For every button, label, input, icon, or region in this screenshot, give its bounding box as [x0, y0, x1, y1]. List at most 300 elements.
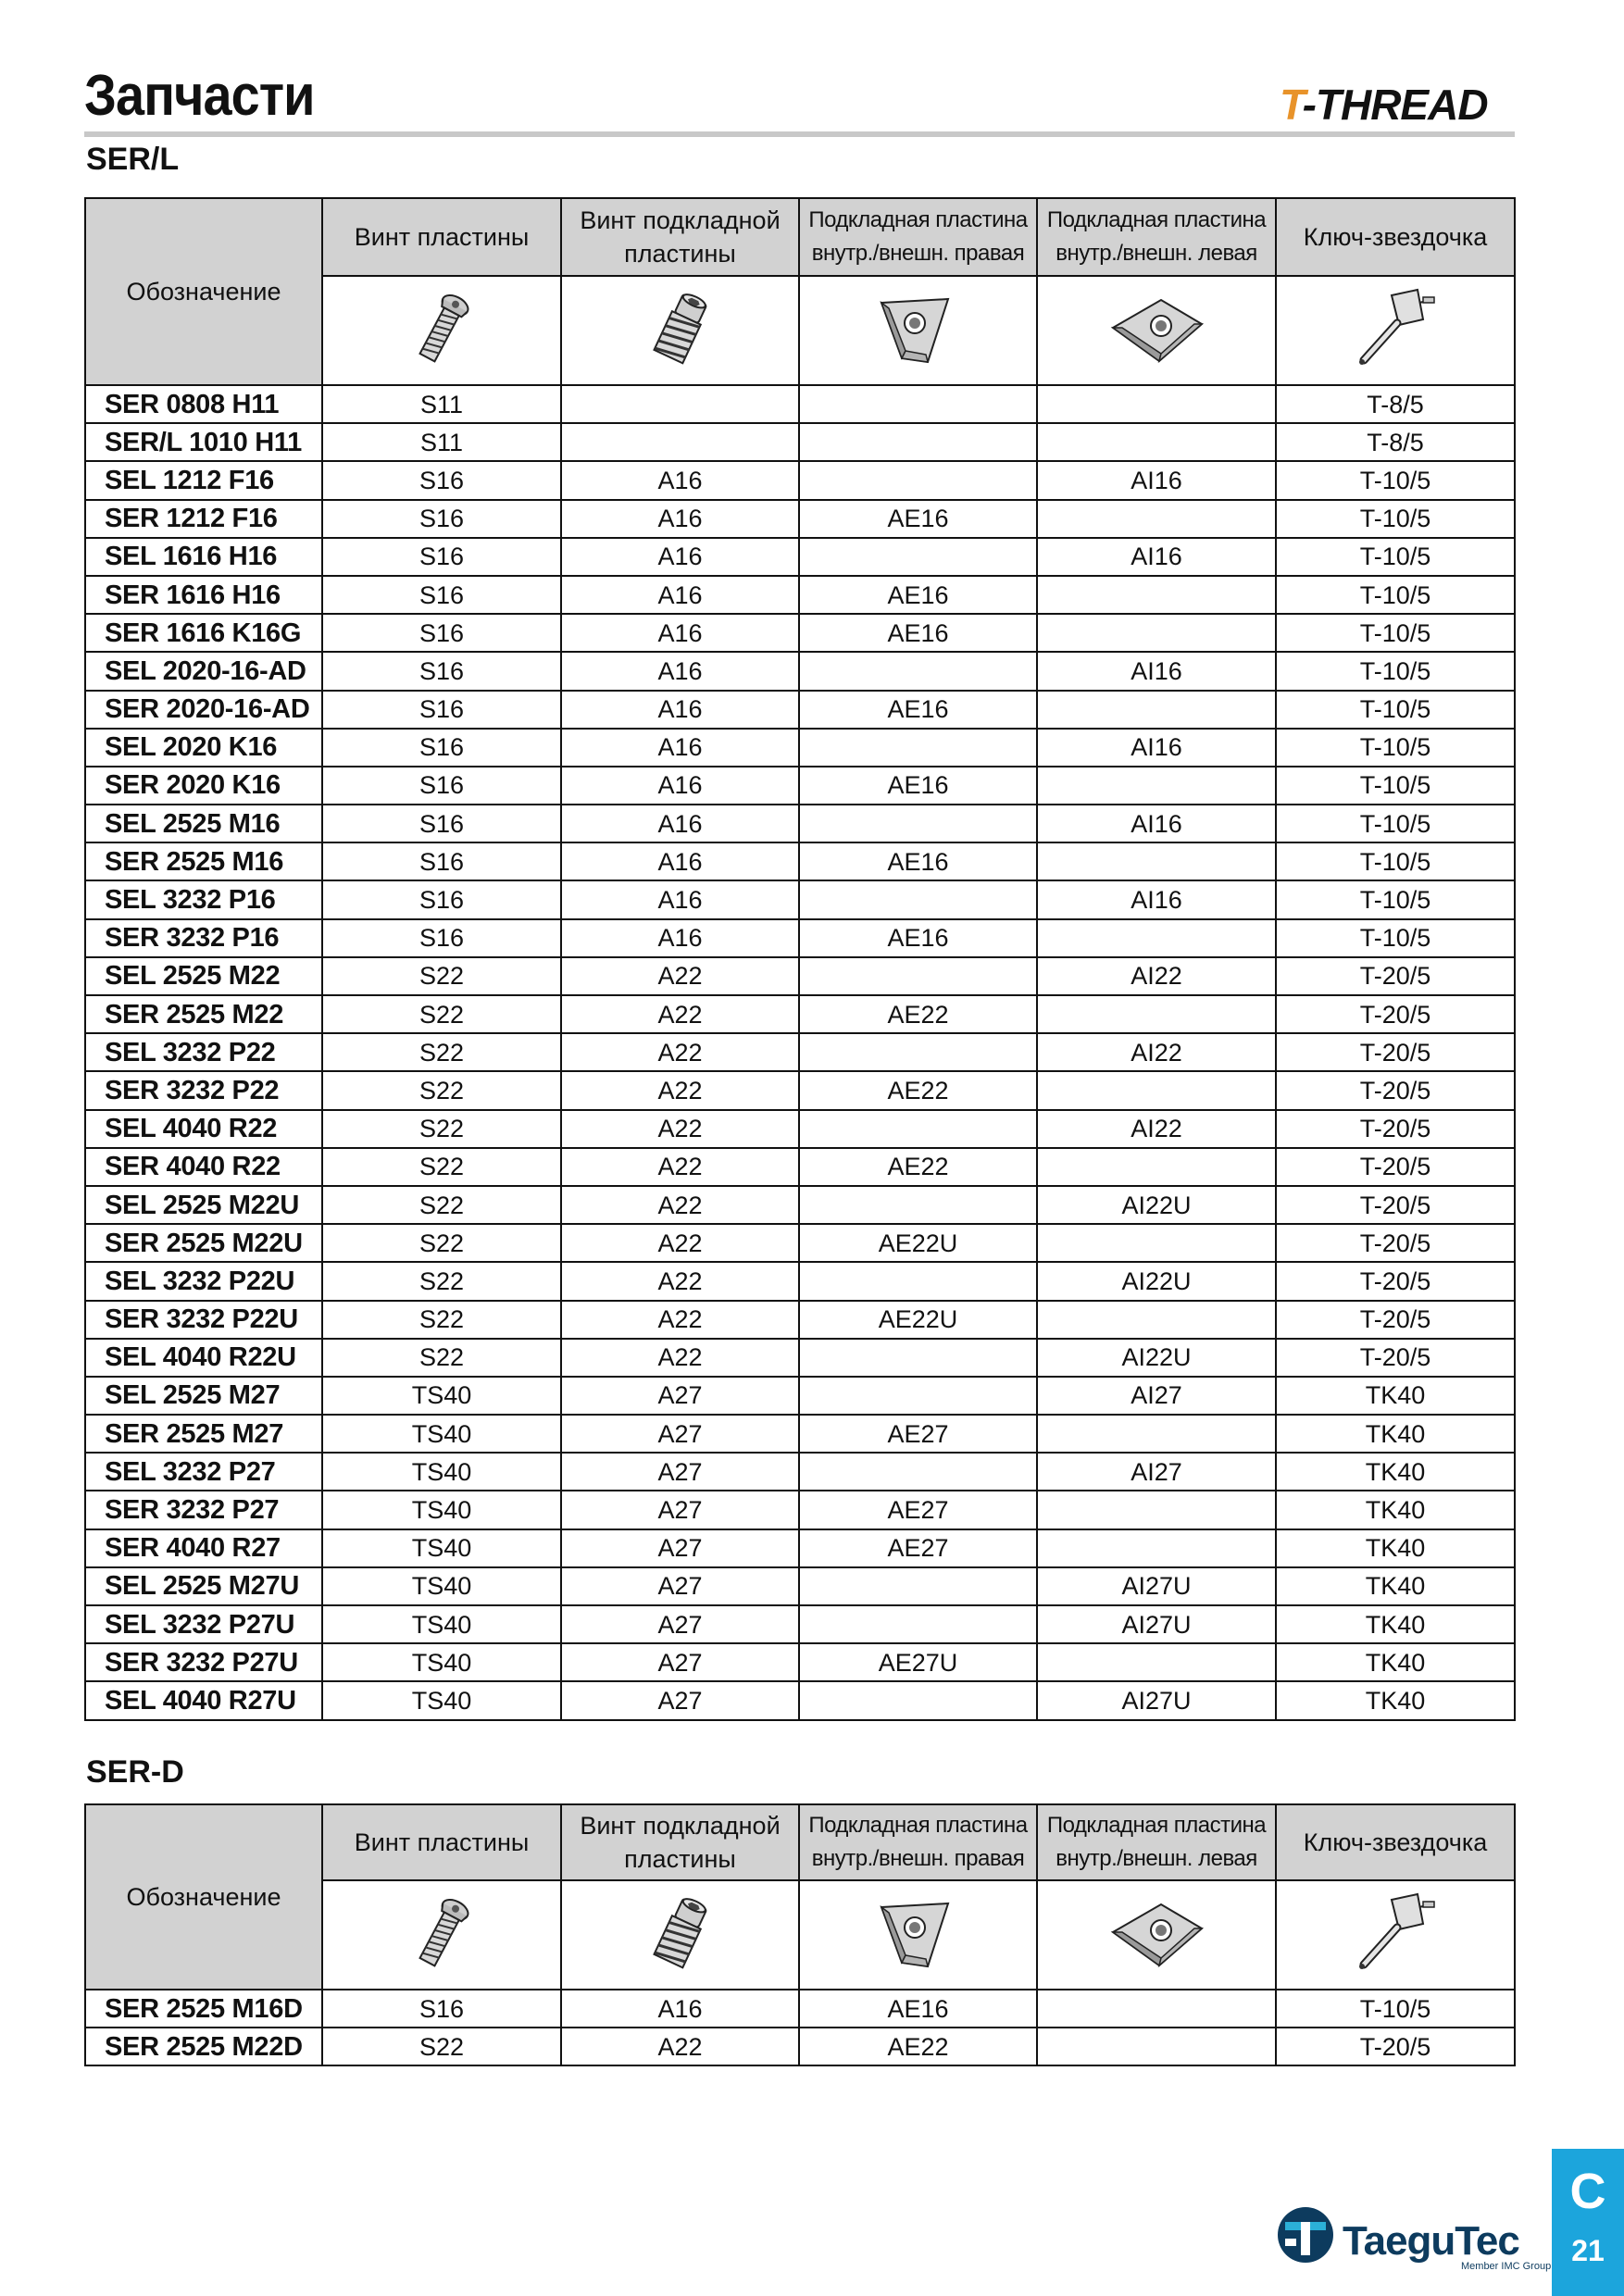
designation-cell: SEL 2020-16-AD [85, 652, 322, 690]
part-cell: AI22 [1037, 1110, 1276, 1148]
part-cell: AE22 [799, 995, 1037, 1033]
screw-icon [323, 1895, 560, 1975]
col-header-shim-right: Подкладная пластина внутр./внешн. правая [799, 198, 1037, 276]
designation-cell: SEL 2525 M22 [85, 957, 322, 995]
torx-key-icon [1277, 1890, 1514, 1979]
parts-table-body-serd [85, 1990, 1515, 2065]
designation-cell: SER 2525 M27 [85, 1415, 322, 1453]
part-cell: A22 [561, 1301, 799, 1339]
table-row [85, 1643, 1515, 1681]
designation-cell: SER 1616 H16 [85, 576, 322, 614]
part-cell: TK40 [1276, 1529, 1515, 1567]
part-cell: S22 [322, 995, 561, 1033]
parts-table-serl [84, 197, 1516, 1721]
part-cell: A16 [561, 805, 799, 842]
part-cell: TS40 [322, 1567, 561, 1605]
designation-cell: SER 3232 P16 [85, 919, 322, 957]
brand-logo [1280, 80, 1488, 130]
part-cell: AE27 [799, 1491, 1037, 1529]
part-cell: S16 [322, 919, 561, 957]
col-header-designation: Обозначение [85, 1804, 322, 1990]
part-cell: AE22 [799, 1148, 1037, 1186]
part-cell [1037, 919, 1276, 957]
part-cell [1037, 842, 1276, 880]
table-row [85, 880, 1515, 918]
part-cell [799, 423, 1037, 461]
part-cell [799, 729, 1037, 767]
part-cell: A22 [561, 1339, 799, 1377]
part-cell: AE16 [799, 576, 1037, 614]
part-cell: TK40 [1276, 1567, 1515, 1605]
table-row [85, 1990, 1515, 2028]
part-cell: TS40 [322, 1377, 561, 1415]
table-row [85, 1529, 1515, 1567]
part-cell: AE22 [799, 1071, 1037, 1109]
part-cell: AI27U [1037, 1681, 1276, 1719]
part-cell: AI16 [1037, 805, 1276, 842]
footer-member: Member IMC Group [1461, 2261, 1552, 2272]
part-cell: AI27 [1037, 1453, 1276, 1491]
part-cell: T-10/5 [1276, 538, 1515, 576]
parts-table-body-serl [85, 385, 1515, 1720]
part-cell: S16 [322, 842, 561, 880]
designation-cell: SEL 3232 P22U [85, 1262, 322, 1300]
part-cell: A16 [561, 1990, 799, 2028]
part-cell: S16 [322, 652, 561, 690]
part-cell: A22 [561, 995, 799, 1033]
part-cell: AE16 [799, 500, 1037, 538]
page-number: 21 [1571, 2234, 1605, 2267]
table-row [85, 1110, 1515, 1148]
designation-cell: SEL 3232 P27U [85, 1605, 322, 1643]
table-row [85, 1262, 1515, 1300]
table-row [85, 1301, 1515, 1339]
col-header-shim-left: Подкладная пластина внутр./внешн. левая [1037, 198, 1276, 276]
part-cell [799, 1186, 1037, 1224]
part-cell: S16 [322, 461, 561, 499]
screw-cell [322, 276, 561, 385]
table-row [85, 1186, 1515, 1224]
designation-cell: SEL 2525 M27 [85, 1377, 322, 1415]
part-cell [1037, 1224, 1276, 1262]
table-row [85, 652, 1515, 690]
table-row [85, 729, 1515, 767]
part-cell [799, 957, 1037, 995]
part-cell: A22 [561, 1224, 799, 1262]
part-cell: A16 [561, 842, 799, 880]
shim-right-icon [800, 1898, 1036, 1972]
shim-screw-cell [561, 1880, 799, 1990]
part-cell: TK40 [1276, 1453, 1515, 1491]
part-cell: S22 [322, 1148, 561, 1186]
table-row [85, 1681, 1515, 1719]
designation-cell: SER 3232 P22U [85, 1301, 322, 1339]
part-cell: AE16 [799, 919, 1037, 957]
page-title: Запчасти [84, 64, 315, 128]
shim-screw-cell [561, 276, 799, 385]
part-cell: S16 [322, 729, 561, 767]
part-cell [561, 385, 799, 423]
part-cell: T-20/5 [1276, 2028, 1515, 2065]
part-cell: AI16 [1037, 729, 1276, 767]
part-cell: AE16 [799, 614, 1037, 652]
part-cell: S16 [322, 538, 561, 576]
part-cell: T-10/5 [1276, 729, 1515, 767]
part-cell [1037, 500, 1276, 538]
taegutec-logo-icon [1276, 2205, 1335, 2265]
part-cell [1037, 614, 1276, 652]
part-cell: A16 [561, 652, 799, 690]
designation-cell: SEL 4040 R27U [85, 1681, 322, 1719]
table-row [85, 1605, 1515, 1643]
part-cell: T-20/5 [1276, 1148, 1515, 1186]
part-cell [1037, 1071, 1276, 1109]
part-cell [1037, 767, 1276, 805]
table-row [85, 1224, 1515, 1262]
part-cell: A27 [561, 1529, 799, 1567]
screw-icon [323, 291, 560, 370]
table-row [85, 767, 1515, 805]
part-cell: S22 [322, 1033, 561, 1071]
part-cell [799, 1262, 1037, 1300]
screw-cell [322, 1880, 561, 1990]
part-cell [799, 1033, 1037, 1071]
part-cell: TS40 [322, 1681, 561, 1719]
shim-right-cell [799, 1880, 1037, 1990]
designation-cell: SER 1616 K16G [85, 614, 322, 652]
part-cell: TK40 [1276, 1491, 1515, 1529]
designation-cell: SER 4040 R27 [85, 1529, 322, 1567]
part-cell: A22 [561, 1262, 799, 1300]
part-cell: AI27 [1037, 1377, 1276, 1415]
col-header-designation: Обозначение [85, 198, 322, 385]
part-cell: T-10/5 [1276, 576, 1515, 614]
part-cell: TS40 [322, 1529, 561, 1567]
col-header-torx-key: Ключ-звездочка [1276, 1804, 1515, 1880]
part-cell: T-10/5 [1276, 767, 1515, 805]
part-cell: TS40 [322, 1491, 561, 1529]
part-cell: T-10/5 [1276, 652, 1515, 690]
part-cell [799, 1681, 1037, 1719]
designation-cell: SER 2525 M22 [85, 995, 322, 1033]
part-cell: T-10/5 [1276, 500, 1515, 538]
part-cell: T-10/5 [1276, 880, 1515, 918]
parts-table-serd [84, 1803, 1516, 2066]
section-tab [1552, 2149, 1624, 2296]
table-row [85, 995, 1515, 1033]
part-cell [799, 805, 1037, 842]
part-cell: A27 [561, 1377, 799, 1415]
col-header-shim-screw: Винт подкладной пластины [561, 198, 799, 276]
col-header-torx-key: Ключ-звездочка [1276, 198, 1515, 276]
brand-logo-prefix: T [1280, 81, 1303, 129]
part-cell: T-10/5 [1276, 461, 1515, 499]
part-cell [1037, 1529, 1276, 1567]
part-cell: AE16 [799, 767, 1037, 805]
part-cell: A16 [561, 538, 799, 576]
part-cell [1037, 576, 1276, 614]
part-cell [1037, 691, 1276, 729]
part-cell: T-20/5 [1276, 995, 1515, 1033]
col-header-insert-screw: Винт пластины [322, 198, 561, 276]
part-cell [799, 1605, 1037, 1643]
part-cell: TK40 [1276, 1681, 1515, 1719]
part-cell: S22 [322, 1339, 561, 1377]
table-row [85, 957, 1515, 995]
part-cell: AI22U [1037, 1186, 1276, 1224]
shim-left-cell [1037, 1880, 1276, 1990]
table-row [85, 423, 1515, 461]
designation-cell: SER 0808 H11 [85, 385, 322, 423]
part-cell: AI22 [1037, 1033, 1276, 1071]
part-cell: A27 [561, 1491, 799, 1529]
part-cell: A27 [561, 1643, 799, 1681]
table-row [85, 691, 1515, 729]
part-cell: T-20/5 [1276, 957, 1515, 995]
part-cell [799, 652, 1037, 690]
part-cell: A16 [561, 691, 799, 729]
part-cell [1037, 1990, 1276, 2028]
shim-left-icon [1038, 1901, 1275, 1969]
part-cell: S16 [322, 805, 561, 842]
part-cell: AE22U [799, 1301, 1037, 1339]
part-cell: A16 [561, 729, 799, 767]
part-cell: T-20/5 [1276, 1071, 1515, 1109]
part-cell: T-10/5 [1276, 919, 1515, 957]
designation-cell: SER 3232 P27U [85, 1643, 322, 1681]
part-cell [1037, 2028, 1276, 2065]
part-cell: S16 [322, 1990, 561, 2028]
part-cell: A22 [561, 1110, 799, 1148]
part-cell: S22 [322, 1186, 561, 1224]
section-title-serl: SER/L [86, 142, 180, 177]
table-row [85, 805, 1515, 842]
part-cell: TK40 [1276, 1643, 1515, 1681]
table-row [85, 1339, 1515, 1377]
table-row [85, 614, 1515, 652]
part-cell: AE27 [799, 1529, 1037, 1567]
part-cell: S16 [322, 691, 561, 729]
part-cell: S22 [322, 1262, 561, 1300]
torx-key-cell [1276, 1880, 1515, 1990]
part-cell: A16 [561, 461, 799, 499]
part-cell [1037, 1148, 1276, 1186]
part-cell: T-10/5 [1276, 805, 1515, 842]
part-cell: AI22U [1037, 1262, 1276, 1300]
part-cell: AI22U [1037, 1339, 1276, 1377]
part-cell: A16 [561, 880, 799, 918]
part-cell [1037, 1643, 1276, 1681]
part-cell [1037, 423, 1276, 461]
designation-cell: SER 2525 M22D [85, 2028, 322, 2065]
table-row [85, 919, 1515, 957]
designation-cell: SER 2525 M16D [85, 1990, 322, 2028]
part-cell [1037, 385, 1276, 423]
part-cell [799, 1567, 1037, 1605]
part-cell: TS40 [322, 1643, 561, 1681]
part-cell: TS40 [322, 1453, 561, 1491]
part-cell: A27 [561, 1415, 799, 1453]
part-cell: TS40 [322, 1605, 561, 1643]
part-cell: TK40 [1276, 1605, 1515, 1643]
part-cell [799, 461, 1037, 499]
part-cell: T-10/5 [1276, 1990, 1515, 2028]
part-cell: T-20/5 [1276, 1262, 1515, 1300]
table-row [85, 461, 1515, 499]
shim-screw-icon [562, 291, 798, 370]
part-cell: A16 [561, 919, 799, 957]
part-cell: S22 [322, 1224, 561, 1262]
part-cell: S16 [322, 576, 561, 614]
part-cell: AI16 [1037, 652, 1276, 690]
part-cell: S22 [322, 1071, 561, 1109]
part-cell: A16 [561, 614, 799, 652]
part-cell [799, 880, 1037, 918]
part-cell: A27 [561, 1453, 799, 1491]
part-cell: A27 [561, 1567, 799, 1605]
torx-key-cell [1276, 276, 1515, 385]
shim-right-cell [799, 276, 1037, 385]
part-cell: A27 [561, 1681, 799, 1719]
part-cell: AE22 [799, 2028, 1037, 2065]
part-cell [799, 1453, 1037, 1491]
part-cell: T-20/5 [1276, 1224, 1515, 1262]
designation-cell: SEL 4040 R22U [85, 1339, 322, 1377]
col-header-shim-left: Подкладная пластина внутр./внешн. левая [1037, 1804, 1276, 1880]
shim-screw-icon [562, 1895, 798, 1975]
part-cell: A22 [561, 1186, 799, 1224]
designation-cell: SER 4040 R22 [85, 1148, 322, 1186]
designation-cell: SER 2020-16-AD [85, 691, 322, 729]
part-cell [799, 1377, 1037, 1415]
part-cell [799, 1339, 1037, 1377]
part-cell: AE16 [799, 691, 1037, 729]
section-title-serd: SER-D [86, 1754, 184, 1790]
part-cell: T-20/5 [1276, 1110, 1515, 1148]
designation-cell: SEL 3232 P27 [85, 1453, 322, 1491]
part-cell: T-8/5 [1276, 423, 1515, 461]
table-row [85, 1033, 1515, 1071]
shim-right-icon [800, 293, 1036, 368]
table-row [85, 1377, 1515, 1415]
part-cell: AE16 [799, 1990, 1037, 2028]
part-cell: S22 [322, 1301, 561, 1339]
shim-left-cell [1037, 276, 1276, 385]
designation-cell: SEL 2525 M16 [85, 805, 322, 842]
part-cell: A22 [561, 1071, 799, 1109]
part-cell: S22 [322, 2028, 561, 2065]
footer-brand: TaeguTec [1343, 2218, 1519, 2264]
designation-cell: SEL 3232 P22 [85, 1033, 322, 1071]
table-row [85, 1491, 1515, 1529]
part-cell: A16 [561, 767, 799, 805]
part-cell: AI22 [1037, 957, 1276, 995]
table-row [85, 1567, 1515, 1605]
part-cell [1037, 1491, 1276, 1529]
part-cell: A22 [561, 1148, 799, 1186]
designation-cell: SER 2020 K16 [85, 767, 322, 805]
part-cell: AI27U [1037, 1567, 1276, 1605]
shim-left-icon [1038, 296, 1275, 365]
part-cell: AE27U [799, 1643, 1037, 1681]
part-cell: S16 [322, 880, 561, 918]
part-cell: T-20/5 [1276, 1033, 1515, 1071]
title-rule [84, 131, 1515, 137]
designation-cell: SER 3232 P22 [85, 1071, 322, 1109]
designation-cell: SER 2525 M16 [85, 842, 322, 880]
part-cell [1037, 995, 1276, 1033]
designation-cell: SER 1212 F16 [85, 500, 322, 538]
part-cell: T-20/5 [1276, 1301, 1515, 1339]
part-cell: T-20/5 [1276, 1339, 1515, 1377]
part-cell [1037, 1415, 1276, 1453]
part-cell: A27 [561, 1605, 799, 1643]
designation-cell: SER 3232 P27 [85, 1491, 322, 1529]
section-tab-letter: C [1569, 2164, 1606, 2219]
part-cell: S16 [322, 614, 561, 652]
part-cell: TK40 [1276, 1415, 1515, 1453]
table-row [85, 1415, 1515, 1453]
designation-cell: SEL 1616 H16 [85, 538, 322, 576]
table-row [85, 1071, 1515, 1109]
part-cell [561, 423, 799, 461]
brand-logo-rest: -THREAD [1302, 81, 1488, 129]
part-cell: S22 [322, 1110, 561, 1148]
part-cell: T-8/5 [1276, 385, 1515, 423]
part-cell: S16 [322, 767, 561, 805]
part-cell: AI16 [1037, 538, 1276, 576]
part-cell: T-10/5 [1276, 614, 1515, 652]
table-row [85, 500, 1515, 538]
part-cell [799, 538, 1037, 576]
part-cell: A16 [561, 500, 799, 538]
part-cell: T-10/5 [1276, 842, 1515, 880]
designation-cell: SEL 2020 K16 [85, 729, 322, 767]
designation-cell: SEL 4040 R22 [85, 1110, 322, 1148]
part-cell: TS40 [322, 1415, 561, 1453]
part-cell: AE27 [799, 1415, 1037, 1453]
designation-cell: SER 2525 M22U [85, 1224, 322, 1262]
table-row [85, 385, 1515, 423]
part-cell: A16 [561, 576, 799, 614]
designation-cell: SEL 2525 M22U [85, 1186, 322, 1224]
part-cell: S11 [322, 423, 561, 461]
part-cell: A22 [561, 2028, 799, 2065]
designation-cell: SER/L 1010 H11 [85, 423, 322, 461]
part-cell: AI16 [1037, 880, 1276, 918]
part-cell [1037, 1301, 1276, 1339]
designation-cell: SEL 1212 F16 [85, 461, 322, 499]
part-cell: A22 [561, 1033, 799, 1071]
part-cell: A22 [561, 957, 799, 995]
table-row [85, 1148, 1515, 1186]
designation-cell: SEL 3232 P16 [85, 880, 322, 918]
table-row [85, 2028, 1515, 2065]
part-cell: AE22U [799, 1224, 1037, 1262]
col-header-shim-right: Подкладная пластина внутр./внешн. правая [799, 1804, 1037, 1880]
part-cell: S22 [322, 957, 561, 995]
part-cell: S16 [322, 500, 561, 538]
torx-key-icon [1277, 286, 1514, 375]
part-cell [799, 385, 1037, 423]
col-header-insert-screw: Винт пластины [322, 1804, 561, 1880]
table-row [85, 538, 1515, 576]
part-cell: AE16 [799, 842, 1037, 880]
designation-cell: SEL 2525 M27U [85, 1567, 322, 1605]
table-row [85, 842, 1515, 880]
part-cell: T-10/5 [1276, 691, 1515, 729]
part-cell: AI16 [1037, 461, 1276, 499]
